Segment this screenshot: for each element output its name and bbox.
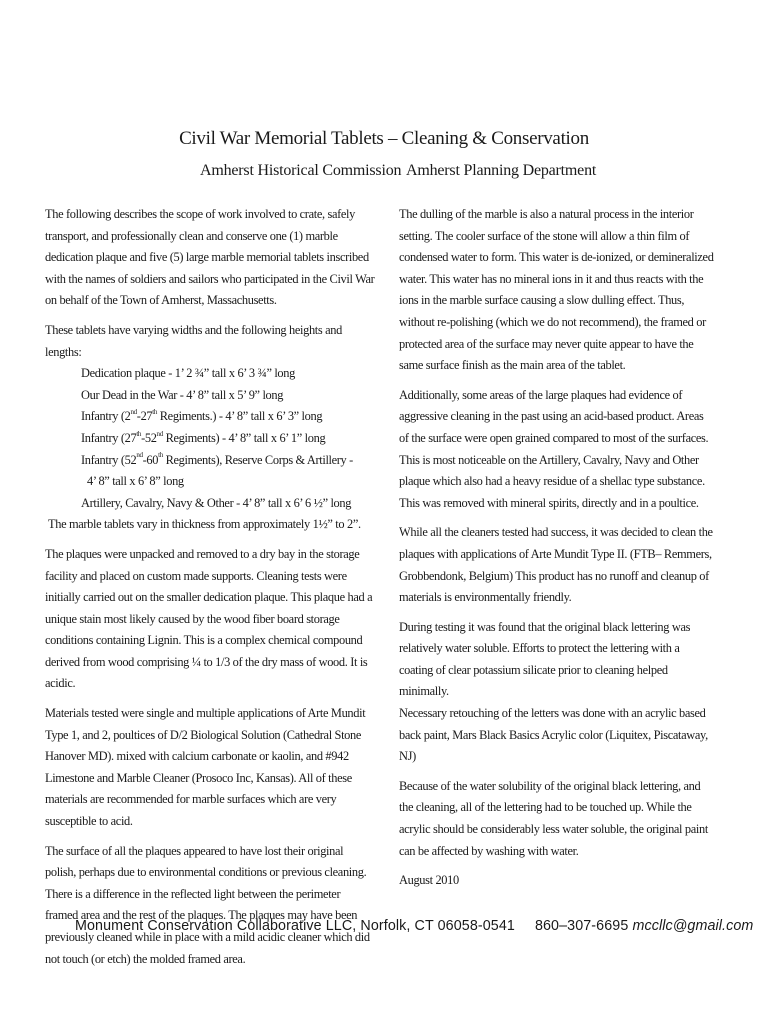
list-item-dedication-plaque: Dedication plaque - 1’ 2 ¾” tall x 6’ 3 ¾” long <box>81 366 295 381</box>
list-item-infantry-52-60-dimensions: 4’ 8” tall x 6’ 8” long <box>87 474 184 489</box>
unpacking-paragraph: The plaques were unpacked and removed to a dry bay in the storage facility and placed on custom made supports. Cleaning tests were initially carried out on the smaller dedication plaque. This plaque had a unique stain most likely caused by the wood fiber board storage conditions containing Lignin. This is a complex chemical compound derived from wood comprising ¼ to 1/3 of the dry mass of wood. It is acidic. <box>45 546 373 691</box>
left-column <box>45 204 375 978</box>
footer <box>75 918 754 934</box>
footer-email-link[interactable]: mccllc@gmail.com <box>632 918 754 934</box>
cleaner-selection-paragraph: While all the cleaners tested had success, it was decided to clean the plaques with applications of Arte Mundit Type II. (FTB– Remmers, Grobbendonk, Belgium) This product has no runoff and cleanup of materials is environmentally friendly. <box>399 525 713 605</box>
scope-paragraph: The following describes the scope of work involved to crate, safely transport, and professionally clean and conserve one (1) marble dedication plaque and five (5) large marble memorial tablets inscribed with the names of soldiers and sailors who participated in the Civil War on behalf of the Town of Amherst, Massachusetts. <box>45 207 375 308</box>
subtitle-historical-commission: Amherst Historical Commission <box>200 162 402 179</box>
list-item-infantry-27-52: Infantry (27th-52nd Regiments) - 4’ 8” tall x 6’ 1” long <box>81 429 326 445</box>
list-item-infantry-2-27: Infantry (2nd-27th Regiments.) - 4’ 8” tall x 6’ 3” long <box>81 408 323 424</box>
surface-polish-paragraph: The surface of all the plaques appeared to have lost their original polish, perhaps due to environmental conditions or previous cleaning. There is a difference in the reflected light between the perimeter framed area and the rest of the plaques. The plaques may have been previously cleaned while in place with a mild acidic cleaner which did not touch (or etch) the molded framed area. <box>45 843 370 966</box>
lettering-solubility-text: During testing it was found that the original black lettering was relatively water soluble. Efforts to protect the lettering with a coating of clear potassium silicate prior to cleaning helped minimally. <box>399 619 691 699</box>
list-item-artillery-cavalry-navy: Artillery, Cavalry, Navy & Other - 4’ 8” tall x 6’ 6 ½” long <box>81 495 352 510</box>
subtitle-planning-department: Amherst Planning Department <box>406 162 597 179</box>
dimensions-list-heading: These tablets have varying widths and the following heights and lengths: <box>45 322 342 359</box>
aggressive-cleaning-paragraph: Additionally, some areas of the large plaques had evidence of aggressive cleaning in the past using an acid-based product. Areas of the surface were open grained compared to most of the surfaces. This is most noticeable on the Artillery, Cavalry, Navy and Other plaque which also had a heavy residue of a shellac type substance. This was removed with mineral spirits, directly and in a poultice. <box>399 387 709 510</box>
list-item-infantry-52-60: Infantry (52nd-60th Regiments), Reserve Corps & Artillery - <box>81 451 353 467</box>
footer-phone: 860–307-6695 <box>534 918 629 934</box>
footer-company: Monument Conservation Collaborative LLC, Norfolk, CT 06058-0541 <box>75 918 515 934</box>
lettering-retouching-text: Necessary retouching of the letters was done with an acrylic based back paint, Mars Black Basics Acrylic color (Liquitex, Piscataway, NJ) <box>399 706 708 764</box>
list-item-our-dead: Our Dead in the War - 4’ 8” tall x 5’ 9” long <box>81 387 284 402</box>
touch-up-paragraph: Because of the water solubility of the original black lettering, and the cleaning, all of the lettering had to be touched up. While the acrylic should be considerably less water soluble, the original paint can be affected by washing with water. <box>399 778 708 858</box>
dulling-paragraph: The dulling of the marble is also a natural process in the interior setting. The cooler surface of the stone will allow a thin film of condensed water to form. This water is de-ionized, or demineralized water. This water has no mineral ions in it and thus reacts with the ions in the marble surface causing a slow dulling effect. Thus, without re-polishing (which we do not recommend), the framed or protected area of the surface may never quite appear to have the same surface finish as the main area of the tablet. <box>399 207 714 373</box>
right-column <box>399 204 715 900</box>
tablet-dimensions-list <box>45 320 375 536</box>
document-date: August 2010 <box>399 873 459 888</box>
document-title: Civil War Memorial Tablets – Cleaning & Conservation <box>179 128 589 149</box>
lettering-paragraph <box>399 617 715 768</box>
materials-tested-paragraph: Materials tested were single and multiple applications of Arte Mundit Type 1, and 2, poultices of D/2 Biological Solution (Cathedral Stone Hanover MD). mixed with calcium carbonate or kaolin, and #942 Limestone and Marble Cleaner (Prosoco Inc, Kansas). All of these materials are recommended for marble surfaces which are very susceptible to acid. <box>45 706 366 829</box>
thickness-note: The marble tablets vary in thickness from approximately 1½” to 2”. <box>48 517 361 532</box>
